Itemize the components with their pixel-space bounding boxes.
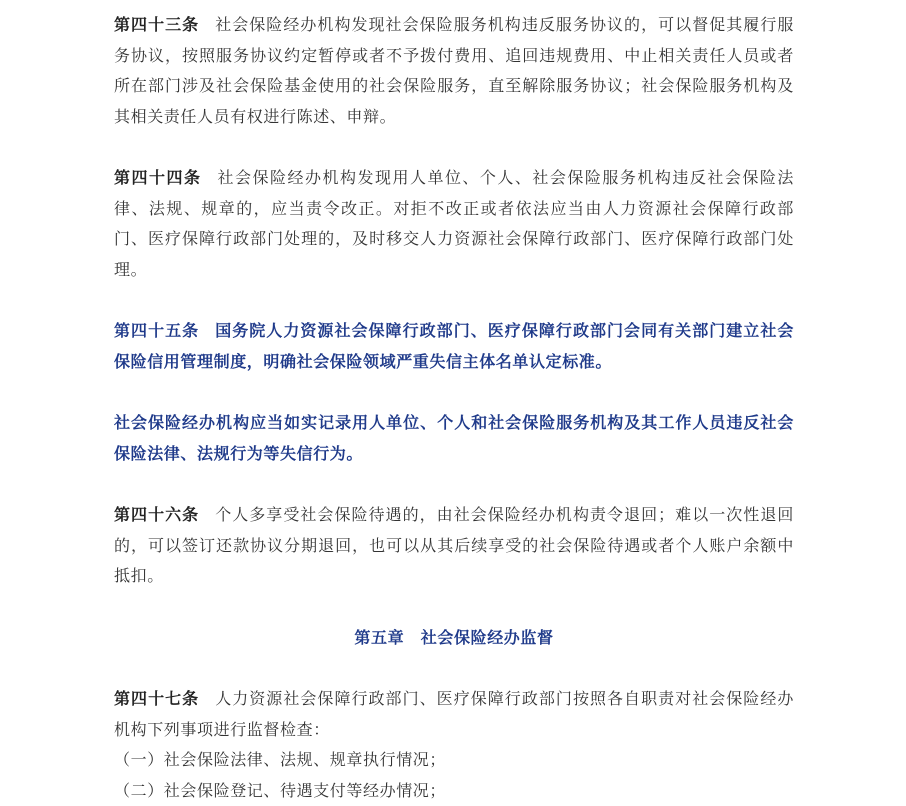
spacer [114,653,794,684]
article-44 [114,163,794,285]
article-45-label: 第四十五条 [114,321,199,340]
article-47-item-1: （一）社会保险法律、法规、规章执行情况； [114,745,794,776]
article-47-item-2: （二）社会保险登记、待遇支付等经办情况； [114,776,794,806]
spacer [114,377,794,408]
article-46-text: 个人多享受社会保险待遇的，由社会保险经办机构责令退回；难以一次性退回的，可以签订还款协议分期退回，也可以从其后续享受的社会保险待遇或者个人账户余额中抵扣。 [114,505,794,585]
article-46-label: 第四十六条 [114,505,199,524]
spacer [114,592,794,623]
article-47 [114,684,794,745]
article-45-text: 国务院人力资源社会保障行政部门、医疗保障行政部门会同有关部门建立社会保险信用管理制度，明确社会保险领域严重失信主体名单认定标准。 [114,321,794,371]
article-46 [114,500,794,592]
spacer [114,285,794,316]
article-45-paragraph-2: 社会保险经办机构应当如实记录用人单位、个人和社会保险服务机构及其工作人员违反社会保险法律、法规行为等失信行为。 [114,408,794,469]
spacer [114,132,794,163]
article-47-text: 人力资源社会保障行政部门、医疗保障行政部门按照各自职责对社会保险经办机构下列事项进行监督检查： [114,689,794,739]
article-43-text: 社会保险经办机构发现社会保险服务机构违反服务协议的，可以督促其履行服务协议，按照服务协议约定暂停或者不予拨付费用、追回违规费用、中止相关责任人员或者所在部门涉及社会保险基金使用的社会保险服务，直至解除服务协议；社会保险服务机构及其相关责任人员有权进行陈述、申辩。 [114,15,794,126]
article-47-label: 第四十七条 [114,689,199,708]
article-43-label: 第四十三条 [114,15,199,34]
chapter-5-title: 第五章 社会保险经办监督 [114,623,794,654]
spacer [114,469,794,500]
article-45 [114,316,794,377]
article-44-text: 社会保险经办机构发现用人单位、个人、社会保险服务机构违反社会保险法律、法规、规章的，应当责令改正。对拒不改正或者依法应当由人力资源社会保障行政部门、医疗保障行政部门处理的，及时移交人力资源社会保障行政部门、医疗保障行政部门处理。 [114,168,794,279]
article-43 [114,10,794,132]
article-44-label: 第四十四条 [114,168,201,187]
document-body [114,10,794,806]
